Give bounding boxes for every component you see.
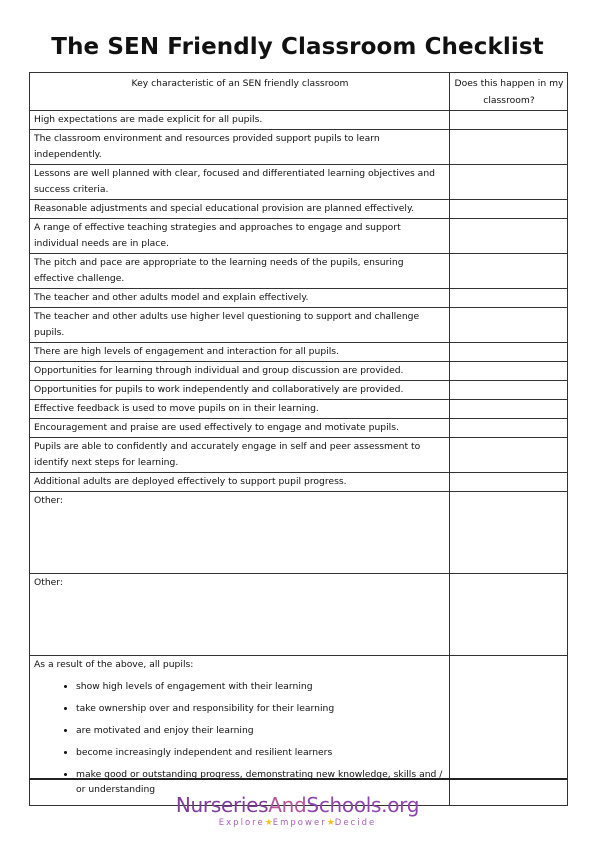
row-text: The teacher and other adults model and explain effectively.: [30, 289, 450, 308]
answer-cell[interactable]: [450, 362, 568, 381]
answer-cell[interactable]: [450, 289, 568, 308]
table-row: [30, 130, 568, 165]
row-text: Reasonable adjustments and special educational provision are planned effectively.: [30, 200, 450, 219]
answer-cell[interactable]: [450, 656, 568, 806]
checklist-table: [29, 72, 568, 806]
row-text: The classroom environment and resources provided support pupils to learn independently.: [30, 130, 450, 165]
star-icon: ★: [264, 818, 273, 828]
row-text: There are high levels of engagement and interaction for all pupils.: [30, 343, 450, 362]
answer-cell[interactable]: [450, 254, 568, 289]
answer-cell[interactable]: [450, 574, 568, 656]
logo-part-2: And: [268, 793, 307, 817]
answer-cell[interactable]: [450, 381, 568, 400]
table-row: [30, 362, 568, 381]
tagline-decide: Decide: [334, 818, 377, 828]
list-item: become increasingly independent and resilient learners: [64, 745, 446, 760]
logo-tagline: [0, 817, 595, 829]
answer-cell[interactable]: [450, 473, 568, 492]
table-row: [30, 473, 568, 492]
footer-divider: [29, 778, 567, 780]
answer-cell[interactable]: [450, 438, 568, 473]
list-item: are motivated and enjoy their learning: [64, 723, 446, 738]
table-row: [30, 219, 568, 254]
answer-cell[interactable]: [450, 219, 568, 254]
row-text: Opportunities for pupils to work independently and collaboratively are provided.: [30, 381, 450, 400]
answer-cell[interactable]: [450, 400, 568, 419]
result-cell: [30, 656, 450, 806]
tagline-explore: Explore: [218, 818, 265, 828]
answer-cell[interactable]: [450, 308, 568, 343]
header-does-this-happen: Does this happen in my classroom?: [450, 73, 568, 111]
page-title: The SEN Friendly Classroom Checklist: [51, 34, 544, 60]
other-field[interactable]: Other:: [30, 492, 450, 574]
table-row: [30, 200, 568, 219]
row-text: High expectations are made explicit for all pupils.: [30, 111, 450, 130]
row-text: A range of effective teaching strategies and approaches to engage and support individual needs are in place.: [30, 219, 450, 254]
table-row-other: [30, 574, 568, 656]
answer-cell[interactable]: [450, 130, 568, 165]
table-row: [30, 400, 568, 419]
row-text: Additional adults are deployed effectively to support pupil progress.: [30, 473, 450, 492]
list-item: show high levels of engagement with their learning: [64, 679, 446, 694]
table-row: [30, 111, 568, 130]
table-row: [30, 438, 568, 473]
answer-cell[interactable]: [450, 111, 568, 130]
row-text: The teacher and other adults use higher level questioning to support and challenge pupils.: [30, 308, 450, 343]
row-text: Pupils are able to confidently and accurately engage in self and peer assessment to identify next steps for learning.: [30, 438, 450, 473]
row-text: Encouragement and praise are used effectively to engage and motivate pupils.: [30, 419, 450, 438]
row-text: Lessons are well planned with clear, focused and differentiated learning objectives and success criteria.: [30, 165, 450, 200]
row-text: Effective feedback is used to move pupils on in their learning.: [30, 400, 450, 419]
table-row: [30, 343, 568, 362]
answer-cell[interactable]: [450, 200, 568, 219]
answer-cell[interactable]: [450, 419, 568, 438]
row-text: Opportunities for learning through individual and group discussion are provided.: [30, 362, 450, 381]
logo-part-3: Schools.org: [306, 793, 420, 817]
answer-cell[interactable]: [450, 165, 568, 200]
list-item: make good or outstanding progress, demonstrating new knowledge, skills and / or understanding: [64, 767, 446, 797]
header-characteristic: Key characteristic of an SEN friendly classroom: [30, 73, 450, 111]
table-row: [30, 289, 568, 308]
table-row: [30, 165, 568, 200]
answer-cell[interactable]: [450, 492, 568, 574]
table-row: [30, 308, 568, 343]
table-row: [30, 254, 568, 289]
table-row: [30, 419, 568, 438]
logo-wordmark: [0, 794, 595, 816]
logo-part-1: Nurseries: [175, 793, 269, 817]
table-row-result: [30, 656, 568, 806]
star-icon: ★: [326, 818, 335, 828]
row-text: The pitch and pace are appropriate to the learning needs of the pupils, ensuring effective challenge.: [30, 254, 450, 289]
logo: [0, 794, 595, 829]
table-row: [30, 381, 568, 400]
table-row-other: [30, 492, 568, 574]
table-header-row: [30, 73, 568, 111]
other-field[interactable]: Other:: [30, 574, 450, 656]
tagline-empower: Empower: [272, 818, 327, 828]
answer-cell[interactable]: [450, 343, 568, 362]
result-intro: As a result of the above, all pupils:: [34, 659, 194, 670]
list-item: take ownership over and responsibility for their learning: [64, 701, 446, 716]
